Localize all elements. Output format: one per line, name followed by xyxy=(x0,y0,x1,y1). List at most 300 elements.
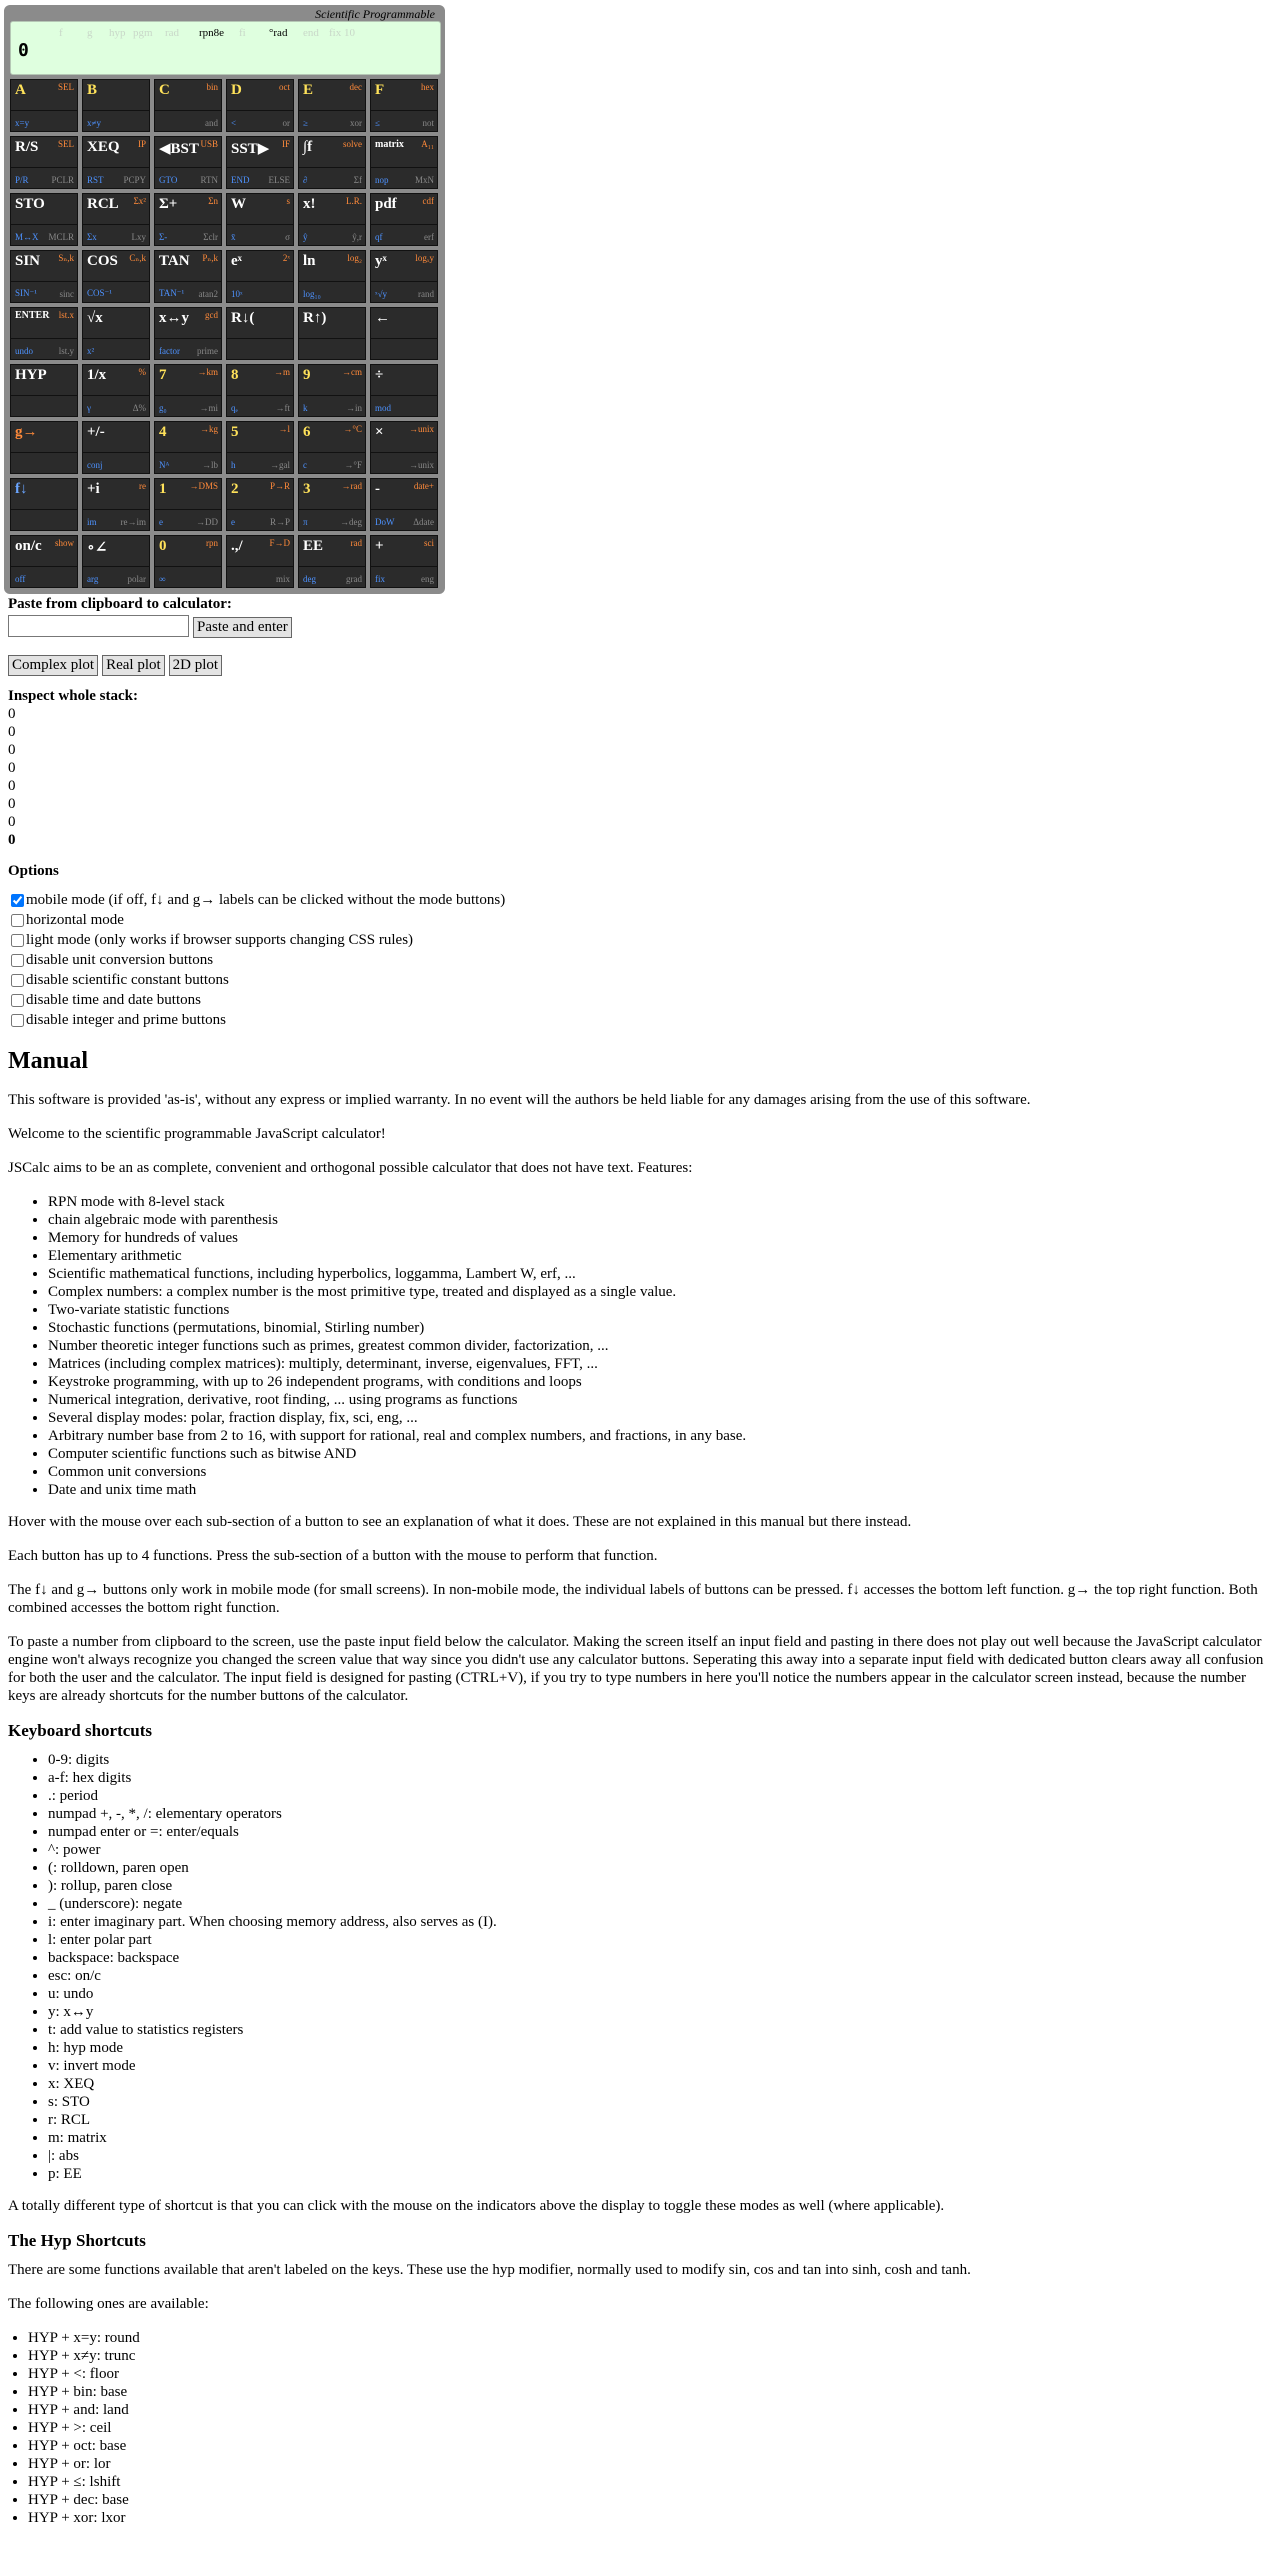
calc-key[interactable] xyxy=(154,364,222,417)
key-tr-label[interactable]: Sₙ,k xyxy=(58,253,74,263)
key-br-label[interactable]: lst.y xyxy=(58,346,74,356)
option-label: horizontal mode xyxy=(26,911,124,928)
key-bl-label[interactable]: ˣ√y xyxy=(375,289,388,299)
key-br-label[interactable]: →mi xyxy=(199,403,218,413)
key-main-label[interactable]: E xyxy=(303,82,314,98)
key-divider xyxy=(299,395,365,396)
key-tr-label[interactable]: re xyxy=(139,481,146,491)
key-bl-label[interactable]: < xyxy=(231,118,237,128)
calc-key[interactable] xyxy=(370,307,438,360)
key-tr-label[interactable]: s xyxy=(286,196,290,206)
calc-key[interactable] xyxy=(226,421,294,474)
manual-hyp-intro: The following ones are available: xyxy=(8,2295,209,2312)
key-divider xyxy=(83,110,149,111)
calc-key[interactable] xyxy=(10,535,78,588)
key-main-label[interactable]: +i xyxy=(87,481,100,497)
key-bl-label[interactable]: k xyxy=(303,403,308,413)
key-bl-label[interactable]: TAN⁻¹ xyxy=(159,288,185,298)
key-tr-label[interactable]: IF xyxy=(281,139,290,149)
key-divider xyxy=(299,566,365,567)
key-tr-label[interactable]: Σx² xyxy=(133,196,146,206)
key-main-label[interactable]: ◀BST xyxy=(159,141,199,157)
calc-key[interactable] xyxy=(82,421,150,474)
hyp-item: • HYP + xor: lxor xyxy=(28,2509,1276,2527)
calc-key[interactable] xyxy=(82,307,150,360)
key-tr-label[interactable]: dec xyxy=(349,82,362,92)
option-checkbox[interactable] xyxy=(11,994,24,1007)
key-bl-label[interactable]: mod xyxy=(375,403,392,413)
calc-key[interactable] xyxy=(10,421,78,474)
key-main-label[interactable]: 5 xyxy=(231,424,239,440)
key-tr-label[interactable]: gcd xyxy=(205,310,218,320)
key-br-label[interactable]: or xyxy=(282,118,290,128)
key-tr-label[interactable]: →rad xyxy=(341,481,362,491)
key-main-label[interactable]: eˣ xyxy=(231,253,242,269)
manual-features-intro: JSCalc aims to be an as complete, convenient and orthogonal possible calculator that does not have text. Features: xyxy=(8,1159,693,1176)
key-tr-label[interactable]: →DMS xyxy=(189,481,218,491)
key-tr-label[interactable]: SEL xyxy=(57,82,74,92)
key-bl-label[interactable]: P/R xyxy=(15,175,29,185)
option-checkbox[interactable] xyxy=(11,894,24,907)
key-tr-label[interactable]: date+ xyxy=(413,481,434,491)
key-main-label[interactable]: HYP xyxy=(15,367,47,383)
calc-key[interactable] xyxy=(82,364,150,417)
stack-value: 0 xyxy=(8,723,16,740)
key-tr-label[interactable]: solve xyxy=(343,139,362,149)
key-br-label[interactable]: →unix xyxy=(408,460,434,470)
key-br-label[interactable]: PCPY xyxy=(123,175,146,185)
key-bl-label[interactable]: π xyxy=(303,517,308,527)
key-main-label[interactable]: R↑) xyxy=(303,310,327,326)
key-bl-label[interactable]: qₑ xyxy=(231,403,238,413)
key-main-label[interactable]: ENTER xyxy=(15,310,50,321)
key-main-label[interactable]: 0 xyxy=(159,538,167,554)
key-tr-label[interactable]: sci xyxy=(424,538,434,548)
key-main-label[interactable]: B xyxy=(87,82,98,98)
key-main-label[interactable]: SST▶ xyxy=(231,141,270,157)
calc-key[interactable] xyxy=(154,421,222,474)
key-br-label[interactable]: grad xyxy=(346,574,362,584)
calc-key[interactable] xyxy=(82,193,150,246)
key-bl-label[interactable]: qf xyxy=(375,232,383,242)
key-br-label[interactable]: polar xyxy=(127,574,146,584)
key-tr-label[interactable]: hex xyxy=(421,82,434,92)
complex-plot-button[interactable]: Complex plot xyxy=(8,655,98,676)
key-bl-label[interactable]: arg xyxy=(87,574,99,584)
key-main-label[interactable]: × xyxy=(375,424,384,440)
key-tr-label[interactable]: P→R xyxy=(269,481,290,491)
key-main-label[interactable]: ← xyxy=(375,310,390,326)
option-checkbox[interactable] xyxy=(11,974,24,987)
key-main-label[interactable]: 8 xyxy=(231,367,239,383)
calc-key[interactable] xyxy=(226,193,294,246)
key-main-label[interactable]: 1 xyxy=(159,481,167,497)
key-divider xyxy=(83,338,149,339)
key-br-label[interactable]: MCLR xyxy=(48,232,74,242)
calc-key[interactable] xyxy=(370,535,438,588)
calculator-title: Scientific Programmable xyxy=(315,7,435,21)
calc-key[interactable] xyxy=(298,535,366,588)
calc-key[interactable] xyxy=(82,535,150,588)
mode-indicator[interactable]: °rad xyxy=(269,27,288,39)
key-main-label[interactable]: W xyxy=(231,196,246,212)
calc-key[interactable] xyxy=(370,364,438,417)
key-tr-label[interactable]: oct xyxy=(279,82,290,92)
key-bl-label[interactable]: x² xyxy=(87,346,95,356)
key-main-label[interactable]: 2 xyxy=(231,481,239,497)
mode-indicator[interactable]: f xyxy=(59,27,63,39)
manual-paste-text: To paste a number from clipboard to the screen, use the paste input field below the calculator. Making the screen itself an input field and pasting in there does not play out well because the JavaScript calculator engine won't always recognize you changed the screen value that way since you didn't use any calculator buttons. Seperating this away into a separate input field with dedicated button clears away all confusion for both the user and the calculator. The input field is designed for pasting (CTRL+V), if you try to type numbers in here you'll notice the numbers appear in the calculator screen instead, because the number keys are already shortcuts for the number buttons of the calculator. xyxy=(8,1633,1264,1704)
key-main-label[interactable]: +/- xyxy=(87,424,105,440)
key-br-label[interactable]: →gal xyxy=(270,460,290,470)
key-main-label[interactable]: SIN xyxy=(15,253,41,269)
key-main-label[interactable]: ÷ xyxy=(375,367,384,383)
calc-key[interactable] xyxy=(82,136,150,189)
key-br-label[interactable]: Σf xyxy=(353,175,362,185)
calc-key[interactable] xyxy=(370,193,438,246)
key-main-label[interactable]: C xyxy=(159,82,170,98)
key-tr-label[interactable]: →unix xyxy=(408,424,434,434)
key-main-label[interactable]: RCL xyxy=(87,196,119,212)
key-br-label[interactable]: →°F xyxy=(344,460,362,470)
calc-key[interactable] xyxy=(298,193,366,246)
key-main-label[interactable]: .,/ xyxy=(231,538,243,554)
key-main-label[interactable]: 6 xyxy=(303,424,311,440)
key-main-label[interactable]: D xyxy=(231,82,242,98)
calc-key[interactable] xyxy=(298,250,366,303)
key-br-label[interactable]: sinc xyxy=(59,289,74,299)
mode-indicator[interactable]: end xyxy=(303,27,319,39)
calc-key[interactable] xyxy=(10,79,78,132)
shortcut-item: • a-f: hex digits xyxy=(48,1769,1276,1787)
key-main-label[interactable]: R/S xyxy=(15,139,39,155)
key-tr-label[interactable]: →m xyxy=(273,367,290,377)
key-tr-label[interactable]: →cm xyxy=(342,367,362,377)
hyp-list xyxy=(8,2329,1276,2527)
key-main-label[interactable]: 7 xyxy=(159,367,167,383)
key-tr-label[interactable]: USB xyxy=(200,139,218,149)
key-divider xyxy=(155,281,221,282)
key-bl-label[interactable]: e xyxy=(231,517,235,527)
calc-key[interactable] xyxy=(298,136,366,189)
key-main-label[interactable]: 1/x xyxy=(87,367,107,383)
key-bl-label[interactable]: ∂ xyxy=(303,175,308,185)
shortcuts-list xyxy=(8,1751,1276,2183)
key-bl-label[interactable]: M↔X xyxy=(15,232,39,242)
key-bl-label[interactable]: off xyxy=(15,574,26,584)
key-main-label[interactable]: √x xyxy=(87,310,103,326)
key-bl-label[interactable]: Nᴬ xyxy=(159,460,170,470)
key-tr-label[interactable]: rpn xyxy=(206,538,218,548)
key-main-label[interactable]: TAN xyxy=(159,253,190,269)
key-tr-label[interactable]: SEL xyxy=(57,139,74,149)
key-main-label[interactable]: COS xyxy=(87,253,118,269)
calc-key[interactable] xyxy=(82,478,150,531)
mode-indicator[interactable]: rad xyxy=(165,27,180,39)
key-main-label[interactable]: R↓( xyxy=(231,310,255,326)
key-bl-label[interactable]: factor xyxy=(159,346,180,356)
option-checkbox[interactable] xyxy=(11,1014,24,1027)
calc-key[interactable] xyxy=(10,250,78,303)
key-bl-label[interactable]: ŷ xyxy=(303,232,308,242)
key-br-label[interactable]: PCLR xyxy=(51,175,74,185)
key-tr-label[interactable]: lst.x xyxy=(58,310,74,320)
option-checkbox[interactable] xyxy=(11,954,24,967)
calc-key[interactable] xyxy=(226,250,294,303)
options-list xyxy=(8,890,1276,1030)
key-divider xyxy=(371,224,437,225)
calc-key[interactable] xyxy=(154,535,222,588)
key-main-label[interactable]: Σ+ xyxy=(159,196,178,212)
key-divider xyxy=(227,281,293,282)
key-bl-label[interactable]: ≤ xyxy=(375,118,380,128)
calc-key[interactable] xyxy=(154,250,222,303)
key-divider xyxy=(11,167,77,168)
stack-list xyxy=(8,705,1276,849)
key-bl-label[interactable]: x=y xyxy=(15,118,30,128)
key-bl-label[interactable]: COS⁻¹ xyxy=(87,288,112,298)
key-bl-label[interactable]: ∞ xyxy=(159,574,166,584)
key-main-label[interactable]: matrix xyxy=(375,139,404,150)
hyp-item: • HYP + bin: base xyxy=(28,2383,1276,2401)
key-bl-label[interactable]: GTO xyxy=(159,175,178,185)
key-bl-label[interactable]: SIN⁻¹ xyxy=(15,288,37,298)
option-checkbox[interactable] xyxy=(11,914,24,927)
key-bl-label[interactable]: deg xyxy=(303,574,316,584)
key-bl-label[interactable]: undo xyxy=(15,346,33,356)
key-main-label[interactable]: ∘∠ xyxy=(87,540,108,556)
key-main-label[interactable]: x! xyxy=(303,196,316,212)
key-bl-label[interactable]: RST xyxy=(87,175,104,185)
key-tr-label[interactable]: Cₙ,k xyxy=(129,253,146,263)
key-br-label[interactable]: Δ% xyxy=(132,403,146,413)
key-tr-label[interactable]: F→D xyxy=(269,538,290,548)
key-br-label[interactable]: →lb xyxy=(201,460,218,470)
calc-key[interactable] xyxy=(10,307,78,360)
key-main-label[interactable]: + xyxy=(375,538,384,554)
key-br-label[interactable]: xor xyxy=(350,118,362,128)
calc-key[interactable] xyxy=(370,478,438,531)
calc-key[interactable] xyxy=(298,421,366,474)
feature-item: • RPN mode with 8-level stack xyxy=(48,1193,1276,1211)
shortcut-item: • _ (underscore): negate xyxy=(48,1895,1276,1913)
key-divider xyxy=(11,110,77,111)
mode-indicator[interactable]: pgm xyxy=(133,27,153,39)
key-br-label[interactable]: RTN xyxy=(200,175,218,185)
key-tr-label[interactable]: bin xyxy=(206,82,218,92)
calc-key[interactable] xyxy=(298,307,366,360)
stack-label: Inspect whole stack: xyxy=(8,687,138,704)
key-br-label[interactable]: Lxy xyxy=(131,232,146,242)
key-tr-label[interactable]: Pₙ,k xyxy=(202,253,218,263)
key-tr-label[interactable]: rad xyxy=(350,538,362,548)
feature-item: • Two-variate statistic functions xyxy=(48,1301,1276,1319)
key-bl-label[interactable]: log₁₀ xyxy=(303,289,321,299)
mode-indicator[interactable]: g xyxy=(87,27,93,39)
key-divider xyxy=(371,110,437,111)
key-br-label[interactable]: MxN xyxy=(414,175,434,185)
key-divider xyxy=(155,110,221,111)
key-tr-label[interactable]: →kg xyxy=(200,424,218,434)
key-br-label[interactable]: ELSE xyxy=(268,175,290,185)
calc-key[interactable] xyxy=(226,136,294,189)
key-bl-label[interactable]: γ xyxy=(87,403,91,413)
option-label: disable unit conversion buttons xyxy=(26,951,214,968)
calc-key[interactable] xyxy=(154,136,222,189)
calc-key[interactable] xyxy=(82,250,150,303)
key-bl-label[interactable]: c xyxy=(303,460,307,470)
key-tr-label[interactable]: % xyxy=(138,367,146,377)
key-main-label[interactable]: STO xyxy=(15,196,45,212)
key-br-label[interactable]: and xyxy=(205,118,218,128)
key-br-label[interactable]: not xyxy=(422,118,434,128)
option-label: light mode (only works if browser supports changing CSS rules) xyxy=(26,931,414,948)
key-bl-label[interactable]: 10ˣ xyxy=(231,289,243,299)
manual-welcome: Welcome to the scientific programmable JavaScript calculator! xyxy=(8,1125,386,1142)
key-bl-label[interactable]: im xyxy=(87,517,97,527)
shortcut-item: • ^: power xyxy=(48,1841,1276,1859)
key-main-label[interactable]: 3 xyxy=(303,481,311,497)
paste-input[interactable] xyxy=(8,615,189,637)
key-br-label[interactable]: Σclr xyxy=(203,232,218,242)
calc-key[interactable] xyxy=(10,136,78,189)
key-tr-label[interactable]: L.R. xyxy=(345,196,362,206)
key-br-label[interactable]: prime xyxy=(197,346,218,356)
key-main-label[interactable]: g→ xyxy=(15,424,38,440)
option-label: disable scientific constant buttons xyxy=(26,971,229,988)
key-br-label[interactable]: erf xyxy=(424,232,434,242)
shortcut-item: • x: XEQ xyxy=(48,2075,1276,2093)
key-br-label[interactable]: Δdate xyxy=(413,517,434,527)
calc-key[interactable] xyxy=(82,79,150,132)
option-row xyxy=(8,890,1276,910)
key-main-label[interactable]: ∫f xyxy=(303,139,313,155)
key-br-label[interactable]: →in xyxy=(345,403,362,413)
key-br-label[interactable]: re→im xyxy=(120,517,146,527)
calc-key[interactable] xyxy=(10,364,78,417)
key-tr-label[interactable]: show xyxy=(54,538,74,548)
calc-key[interactable] xyxy=(370,421,438,474)
key-tr-label[interactable]: logₓy xyxy=(415,253,434,263)
key-bl-label[interactable]: fix xyxy=(375,574,385,584)
key-br-label[interactable]: →DD xyxy=(196,517,218,527)
option-label: disable time and date buttons xyxy=(26,991,201,1008)
2d-plot-button[interactable]: 2D plot xyxy=(169,655,222,676)
key-main-label[interactable]: A xyxy=(15,82,26,98)
key-main-label[interactable]: XEQ xyxy=(87,139,120,155)
real-plot-button[interactable]: Real plot xyxy=(102,655,165,676)
key-bl-label[interactable]: nop xyxy=(375,175,389,185)
calc-key[interactable] xyxy=(298,79,366,132)
key-tr-label[interactable]: 2ˣ xyxy=(282,253,290,263)
key-bl-label[interactable]: ≥ xyxy=(303,118,308,128)
key-tr-label[interactable]: →l xyxy=(278,424,290,434)
calc-key[interactable] xyxy=(226,307,294,360)
stack-value: 0 xyxy=(8,813,16,830)
calc-key[interactable] xyxy=(298,478,366,531)
mode-indicator[interactable]: hyp xyxy=(109,27,126,39)
key-br-label[interactable]: R→P xyxy=(269,517,290,527)
key-main-label[interactable]: on/c xyxy=(15,538,42,554)
calc-key[interactable] xyxy=(10,478,78,531)
key-tr-label[interactable]: cdf xyxy=(422,196,434,206)
key-main-label[interactable]: pdf xyxy=(375,196,397,212)
key-main-label[interactable]: f↓ xyxy=(15,481,28,497)
key-divider xyxy=(371,509,437,510)
calc-key[interactable] xyxy=(154,478,222,531)
key-br-label[interactable]: rand xyxy=(418,289,434,299)
feature-item: • chain algebraic mode with parenthesis xyxy=(48,1211,1276,1229)
features-list xyxy=(8,1193,1276,1499)
key-tr-label[interactable]: →°C xyxy=(343,424,362,434)
calc-key[interactable] xyxy=(226,535,294,588)
key-br-label[interactable]: eng xyxy=(421,574,434,584)
calc-key[interactable] xyxy=(226,79,294,132)
stack-value: 0 xyxy=(8,705,16,722)
key-br-label[interactable]: →ft xyxy=(275,403,290,413)
key-bl-label[interactable]: DoW xyxy=(375,517,395,527)
key-br-label[interactable]: σ xyxy=(285,232,290,242)
calc-key[interactable] xyxy=(370,136,438,189)
calc-key[interactable] xyxy=(298,364,366,417)
calc-key[interactable] xyxy=(226,364,294,417)
key-main-label[interactable]: 9 xyxy=(303,367,311,383)
calc-key[interactable] xyxy=(154,193,222,246)
hyp-item: • HYP + x≠y: trunc xyxy=(28,2347,1276,2365)
key-br-label[interactable]: ŷ,r xyxy=(352,232,362,242)
key-divider xyxy=(371,566,437,567)
key-bl-label[interactable]: conj xyxy=(87,460,103,470)
key-br-label[interactable]: mix xyxy=(275,574,290,584)
key-main-label[interactable]: ln xyxy=(303,253,316,269)
key-main-label[interactable]: x↔y xyxy=(159,310,189,326)
mode-indicator[interactable]: fi xyxy=(239,27,246,39)
option-checkbox[interactable] xyxy=(11,934,24,947)
key-bl-label[interactable]: END xyxy=(231,175,250,185)
key-bl-label[interactable]: Σ- xyxy=(159,232,168,242)
key-tr-label[interactable]: →km xyxy=(197,367,218,377)
option-row xyxy=(8,1010,1276,1030)
key-br-label[interactable]: atan2 xyxy=(198,289,218,299)
calc-key[interactable] xyxy=(226,478,294,531)
calc-key[interactable] xyxy=(370,79,438,132)
calc-key[interactable] xyxy=(10,193,78,246)
key-tr-label[interactable]: log₂ xyxy=(347,253,362,263)
mode-indicator[interactable]: rpn8e xyxy=(199,27,225,39)
mode-indicator[interactable]: fix 10 xyxy=(329,27,355,39)
key-divider xyxy=(155,338,221,339)
key-br-label[interactable]: →deg xyxy=(340,517,362,527)
calc-key[interactable] xyxy=(370,250,438,303)
key-main-label[interactable]: - xyxy=(375,481,380,497)
key-main-label[interactable]: EE xyxy=(303,538,324,554)
key-bl-label[interactable]: e xyxy=(159,517,163,527)
key-bl-label[interactable]: x≠y xyxy=(87,118,101,128)
calc-key[interactable] xyxy=(154,307,222,360)
key-main-label[interactable]: yˣ xyxy=(375,253,387,269)
key-tr-label[interactable]: IP xyxy=(137,139,146,149)
key-bl-label[interactable]: g₀ xyxy=(159,403,167,413)
key-tr-label[interactable]: Σn xyxy=(208,196,218,206)
key-bl-label[interactable]: h xyxy=(231,460,236,470)
key-main-label[interactable]: F xyxy=(375,82,385,98)
key-tr-label[interactable]: A₁₁ xyxy=(421,139,434,149)
calc-key[interactable] xyxy=(154,79,222,132)
paste-enter-button[interactable]: Paste and enter xyxy=(193,617,292,638)
key-bl-label[interactable]: Σx xyxy=(87,232,97,242)
key-bl-label[interactable]: x̄ xyxy=(231,232,236,242)
key-main-label[interactable]: 4 xyxy=(159,424,167,440)
